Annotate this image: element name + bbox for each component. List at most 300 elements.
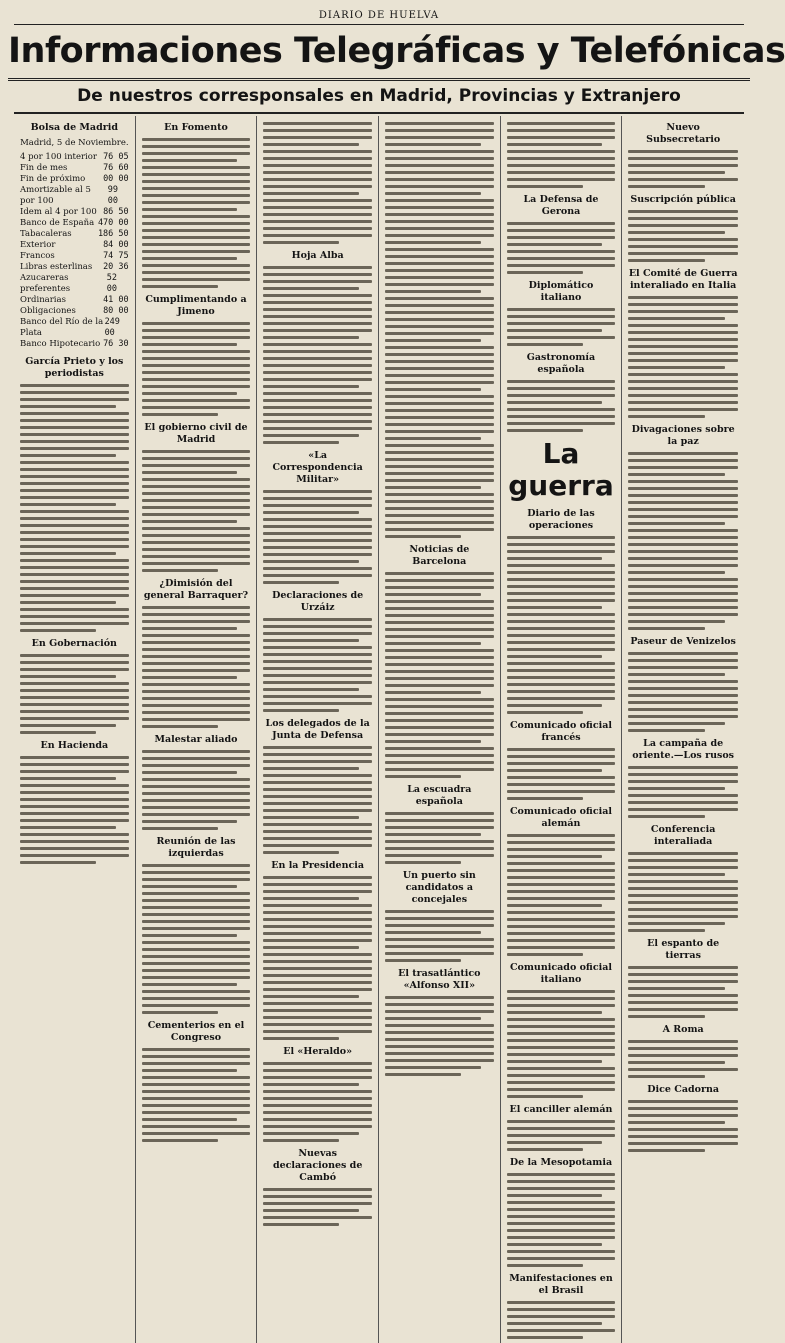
text-line-placeholder — [20, 629, 96, 632]
text-line-placeholder — [507, 429, 583, 432]
column-2 — [136, 116, 258, 1343]
article-heading: De la Mesopotamia — [509, 1157, 613, 1168]
text-line-placeholder — [628, 380, 738, 383]
text-line-placeholder — [628, 815, 705, 818]
text-line-placeholder — [628, 673, 724, 676]
text-line-placeholder — [385, 528, 494, 531]
text-line-placeholder — [628, 231, 724, 234]
article-heading: Dice Cadorna — [647, 1084, 720, 1095]
text-line-placeholder — [20, 503, 116, 506]
text-line-placeholder — [507, 1011, 603, 1014]
text-line-placeholder — [263, 220, 372, 223]
article-heading: El espanto de tierras — [647, 938, 720, 961]
text-line-placeholder — [385, 360, 494, 363]
text-line-placeholder — [507, 918, 616, 921]
text-line-placeholder — [142, 499, 251, 502]
text-line-placeholder — [142, 941, 251, 944]
text-line-placeholder — [20, 763, 129, 766]
text-line-placeholder — [385, 840, 494, 843]
article — [385, 122, 494, 538]
text-line-placeholder — [142, 757, 251, 760]
article — [628, 424, 738, 630]
text-line-placeholder — [20, 489, 129, 492]
article — [20, 122, 129, 350]
text-line-placeholder — [385, 430, 494, 433]
text-line-placeholder — [507, 229, 616, 232]
text-line-placeholder — [142, 690, 251, 693]
stock-value: 76 30 — [103, 339, 129, 349]
text-line-placeholder — [385, 747, 494, 750]
text-line-placeholder — [263, 851, 339, 854]
text-line-placeholder — [507, 834, 616, 837]
text-line-placeholder — [628, 359, 738, 362]
text-line-placeholder — [263, 206, 372, 209]
text-line-placeholder — [263, 1132, 359, 1135]
text-line-placeholder — [142, 641, 251, 644]
text-line-placeholder — [142, 934, 238, 937]
article-heading: Hoja Alba — [291, 250, 344, 261]
text-line-placeholder — [628, 171, 724, 174]
text-line-placeholder — [507, 755, 616, 758]
text-line-placeholder — [385, 395, 494, 398]
stock-row — [20, 163, 129, 174]
text-line-placeholder — [628, 296, 738, 299]
text-line-placeholder — [507, 222, 616, 225]
text-line-placeholder — [142, 662, 251, 665]
text-line-placeholder — [507, 1187, 616, 1190]
text-line-placeholder — [263, 357, 372, 360]
stock-label: Azucareras preferentes — [20, 273, 71, 294]
text-line-placeholder — [628, 415, 705, 418]
article-heading: Divagaciones sobre la paz — [631, 424, 735, 447]
text-line-placeholder — [385, 768, 494, 771]
text-line-placeholder — [628, 1061, 724, 1064]
text-line-placeholder — [142, 613, 251, 616]
text-line-placeholder — [628, 773, 738, 776]
text-line-placeholder — [507, 136, 616, 139]
article-heading: Paseur de Venizelos — [630, 636, 736, 647]
text-line-placeholder — [142, 555, 251, 558]
text-line-placeholder — [507, 185, 583, 188]
text-line-placeholder — [507, 627, 616, 630]
text-line-placeholder — [385, 600, 494, 603]
text-line-placeholder — [142, 392, 238, 395]
stock-label: Libras esterlinas — [20, 262, 93, 272]
text-line-placeholder — [263, 760, 372, 763]
text-line-placeholder — [20, 447, 129, 450]
text-line-placeholder — [263, 143, 359, 146]
text-line-placeholder — [142, 1048, 251, 1051]
text-line-placeholder — [263, 178, 372, 181]
text-line-placeholder — [385, 952, 494, 955]
text-line-placeholder — [628, 1075, 705, 1078]
text-line-placeholder — [628, 1107, 738, 1110]
text-line-placeholder — [385, 775, 461, 778]
text-line-placeholder — [507, 797, 583, 800]
text-line-placeholder — [385, 255, 494, 258]
text-line-placeholder — [507, 1229, 616, 1232]
text-line-placeholder — [263, 618, 372, 621]
text-line-placeholder — [507, 315, 616, 318]
stock-label: Francos — [20, 251, 55, 261]
text-line-placeholder — [20, 384, 129, 387]
text-line-placeholder — [263, 844, 372, 847]
text-line-placeholder — [628, 487, 738, 490]
text-line-placeholder — [507, 953, 583, 956]
text-line-placeholder — [142, 350, 251, 353]
stock-label: Exterior — [20, 240, 56, 250]
text-line-placeholder — [507, 911, 616, 914]
stock-row — [20, 339, 129, 350]
text-line-placeholder — [628, 887, 738, 890]
article-heading: Nuevo Subsecretario — [646, 122, 721, 145]
text-line-placeholder — [263, 280, 372, 283]
text-line-placeholder — [20, 608, 129, 611]
article — [20, 638, 129, 734]
main-headline: Informaciones Telegráficas y Telefónicas — [8, 24, 750, 81]
text-line-placeholder — [263, 539, 372, 542]
text-line-placeholder — [628, 873, 724, 876]
text-line-placeholder — [507, 236, 616, 239]
text-line-placeholder — [385, 586, 494, 589]
text-line-placeholder — [385, 122, 494, 125]
text-line-placeholder — [628, 1142, 738, 1145]
text-line-placeholder — [263, 266, 372, 269]
text-line-placeholder — [263, 581, 339, 584]
text-line-placeholder — [142, 750, 251, 753]
article — [263, 590, 372, 712]
article — [507, 438, 616, 502]
text-line-placeholder — [507, 890, 616, 893]
text-line-placeholder — [263, 553, 372, 556]
text-line-placeholder — [385, 847, 494, 850]
text-line-placeholder — [507, 1201, 616, 1204]
text-line-placeholder — [628, 729, 705, 732]
text-line-placeholder — [385, 649, 494, 652]
text-line-placeholder — [385, 712, 494, 715]
text-line-placeholder — [385, 493, 494, 496]
text-line-placeholder — [263, 932, 372, 935]
text-line-placeholder — [263, 1118, 372, 1121]
text-line-placeholder — [263, 967, 372, 970]
subtitle: De nuestros corresponsales en Madrid, Provincias y Extranjero — [77, 86, 681, 106]
text-line-placeholder — [142, 606, 251, 609]
text-line-placeholder — [142, 478, 251, 481]
text-line-placeholder — [263, 273, 372, 276]
text-line-placeholder — [385, 924, 494, 927]
text-line-placeholder — [507, 1148, 583, 1151]
article — [628, 194, 738, 262]
text-line-placeholder — [263, 294, 372, 297]
text-line-placeholder — [385, 136, 494, 139]
text-line-placeholder — [142, 173, 251, 176]
text-line-placeholder — [263, 911, 372, 914]
text-line-placeholder — [628, 245, 738, 248]
text-line-placeholder — [507, 1025, 616, 1028]
article — [628, 636, 738, 732]
text-line-placeholder — [142, 962, 251, 965]
text-line-placeholder — [507, 322, 616, 325]
text-line-placeholder — [20, 433, 129, 436]
text-line-placeholder — [385, 332, 494, 335]
text-line-placeholder — [142, 520, 238, 523]
text-line-placeholder — [507, 343, 583, 346]
text-line-placeholder — [385, 1010, 494, 1013]
text-line-placeholder — [263, 667, 372, 670]
text-line-placeholder — [263, 823, 372, 826]
text-line-placeholder — [628, 613, 738, 616]
text-line-placeholder — [385, 663, 494, 666]
article-heading: El Comité de Guerra interaliado en Italia — [628, 268, 738, 291]
article — [507, 806, 616, 956]
text-line-placeholder — [385, 635, 494, 638]
text-line-placeholder — [142, 166, 251, 169]
text-line-placeholder — [628, 557, 738, 560]
text-line-placeholder — [142, 792, 251, 795]
article-heading: Gastronomía española — [526, 352, 596, 375]
text-line-placeholder — [263, 974, 372, 977]
text-line-placeholder — [142, 471, 238, 474]
text-line-placeholder — [385, 129, 494, 132]
text-line-placeholder — [628, 352, 738, 355]
text-line-placeholder — [507, 394, 616, 397]
text-line-placeholder — [385, 206, 494, 209]
text-line-placeholder — [385, 812, 494, 815]
text-line-placeholder — [507, 697, 616, 700]
text-line-placeholder — [142, 1062, 251, 1065]
text-line-placeholder — [628, 522, 724, 525]
text-line-placeholder — [507, 869, 616, 872]
text-line-placeholder — [628, 459, 738, 462]
stock-value: 249 00 — [104, 317, 120, 338]
article-heading: Declaraciones de Urzáiz — [272, 590, 364, 613]
text-line-placeholder — [507, 571, 616, 574]
text-line-placeholder — [628, 466, 738, 469]
text-line-placeholder — [263, 837, 372, 840]
article — [628, 1084, 738, 1152]
text-line-placeholder — [385, 409, 494, 412]
text-line-placeholder — [385, 304, 494, 307]
article — [142, 734, 251, 830]
text-line-placeholder — [628, 659, 738, 662]
text-line-placeholder — [385, 1024, 494, 1027]
text-line-placeholder — [385, 593, 481, 596]
text-line-placeholder — [20, 756, 129, 759]
text-line-placeholder — [628, 585, 738, 588]
text-line-placeholder — [628, 929, 705, 932]
article-heading: Malestar aliado — [154, 734, 238, 745]
text-line-placeholder — [507, 939, 616, 942]
article — [142, 1020, 251, 1142]
text-line-placeholder — [142, 464, 251, 467]
text-line-placeholder — [385, 670, 494, 673]
text-line-placeholder — [263, 1195, 372, 1198]
text-line-placeholder — [507, 1141, 603, 1144]
text-line-placeholder — [507, 122, 616, 125]
text-line-placeholder — [507, 415, 616, 418]
text-line-placeholder — [20, 559, 129, 562]
text-line-placeholder — [263, 1111, 372, 1114]
text-line-placeholder — [263, 1188, 372, 1191]
article-heading: En la Presidencia — [271, 860, 365, 871]
text-line-placeholder — [507, 841, 616, 844]
text-line-placeholder — [507, 634, 616, 637]
text-line-placeholder — [263, 350, 372, 353]
text-line-placeholder — [385, 346, 494, 349]
text-line-placeholder — [20, 798, 129, 801]
text-line-placeholder — [385, 1017, 481, 1020]
article — [263, 250, 372, 444]
text-line-placeholder — [142, 920, 251, 923]
text-line-placeholder — [263, 329, 372, 332]
article — [507, 962, 616, 1098]
text-line-placeholder — [263, 904, 372, 907]
text-line-placeholder — [628, 164, 738, 167]
text-line-placeholder — [628, 338, 738, 341]
text-line-placeholder — [507, 748, 616, 751]
text-line-placeholder — [263, 497, 372, 500]
text-line-placeholder — [263, 995, 359, 998]
text-line-placeholder — [385, 535, 461, 538]
text-line-placeholder — [385, 740, 481, 743]
text-line-placeholder — [20, 770, 129, 773]
text-line-placeholder — [263, 946, 359, 949]
stock-value: 80 00 — [103, 306, 129, 316]
text-line-placeholder — [263, 241, 339, 244]
text-line-placeholder — [20, 461, 129, 464]
text-line-placeholder — [628, 494, 738, 497]
text-line-placeholder — [385, 642, 481, 645]
text-line-placeholder — [385, 733, 494, 736]
text-line-placeholder — [507, 1208, 616, 1211]
text-line-placeholder — [142, 385, 251, 388]
text-line-placeholder — [628, 543, 738, 546]
text-line-placeholder — [263, 136, 372, 139]
text-line-placeholder — [385, 192, 481, 195]
text-line-placeholder — [507, 946, 616, 949]
text-line-placeholder — [507, 1095, 583, 1098]
article-heading: ¿Dimisión del general Barraquer? — [143, 578, 249, 601]
text-line-placeholder — [263, 781, 372, 784]
text-line-placeholder — [628, 1015, 705, 1018]
stock-value: 84 00 — [103, 240, 129, 250]
article-heading: El canciller alemán — [509, 1104, 613, 1115]
article-heading: El trasatlántico «Alfonso XII» — [398, 968, 481, 991]
text-line-placeholder — [142, 704, 251, 707]
text-line-placeholder — [142, 222, 251, 225]
text-line-placeholder — [385, 164, 494, 167]
text-line-placeholder — [20, 777, 116, 780]
text-line-placeholder — [142, 1125, 251, 1128]
text-line-placeholder — [20, 482, 129, 485]
stock-label: Fin de próximo — [20, 174, 86, 184]
text-line-placeholder — [507, 997, 616, 1000]
text-line-placeholder — [628, 185, 705, 188]
text-line-placeholder — [263, 406, 372, 409]
stock-row — [20, 152, 129, 163]
text-line-placeholder — [628, 894, 738, 897]
text-line-placeholder — [507, 243, 603, 246]
text-line-placeholder — [263, 809, 372, 812]
text-line-placeholder — [628, 880, 738, 883]
text-line-placeholder — [507, 669, 616, 672]
text-line-placeholder — [263, 315, 372, 318]
text-line-placeholder — [263, 702, 372, 705]
text-line-placeholder — [507, 1088, 616, 1091]
text-line-placeholder — [507, 271, 583, 274]
text-line-placeholder — [263, 1009, 372, 1012]
text-line-placeholder — [142, 322, 251, 325]
article — [263, 718, 372, 854]
text-line-placeholder — [385, 325, 494, 328]
article-heading: Bolsa de Madrid — [30, 122, 118, 133]
text-line-placeholder — [142, 976, 251, 979]
text-line-placeholder — [507, 897, 616, 900]
article-heading: Conferencia interaliada — [650, 824, 716, 847]
text-line-placeholder — [20, 594, 129, 597]
text-line-placeholder — [385, 514, 494, 517]
text-line-placeholder — [628, 401, 738, 404]
text-line-placeholder — [385, 472, 494, 475]
text-line-placeholder — [628, 345, 738, 348]
text-line-placeholder — [263, 364, 372, 367]
text-line-placeholder — [142, 278, 251, 281]
stock-row — [20, 229, 129, 240]
text-line-placeholder — [507, 585, 616, 588]
text-line-placeholder — [263, 546, 372, 549]
text-line-placeholder — [507, 257, 616, 260]
text-line-placeholder — [142, 187, 251, 190]
text-line-placeholder — [142, 201, 251, 204]
stock-value: 52 00 — [106, 273, 117, 294]
text-line-placeholder — [385, 1066, 481, 1069]
text-line-placeholder — [142, 676, 238, 679]
text-line-placeholder — [142, 778, 251, 781]
stock-label: 4 por 100 interior — [20, 152, 97, 162]
text-line-placeholder — [20, 833, 129, 836]
text-line-placeholder — [263, 897, 359, 900]
text-line-placeholder — [628, 1047, 738, 1050]
text-line-placeholder — [20, 622, 129, 625]
text-line-placeholder — [507, 1053, 616, 1056]
text-line-placeholder — [20, 545, 129, 548]
text-line-placeholder — [142, 562, 251, 565]
text-line-placeholder — [142, 927, 251, 930]
text-line-placeholder — [385, 996, 494, 999]
text-line-placeholder — [263, 1104, 372, 1107]
text-line-placeholder — [263, 1202, 372, 1205]
column-5 — [501, 116, 623, 1343]
article-heading: Cumplimentando a Jimeno — [145, 294, 247, 317]
text-line-placeholder — [20, 398, 129, 401]
text-line-placeholder — [628, 1001, 738, 1004]
text-line-placeholder — [142, 336, 251, 339]
text-line-placeholder — [263, 434, 359, 437]
text-line-placeholder — [628, 515, 738, 518]
text-line-placeholder — [142, 983, 238, 986]
article-heading: En Hacienda — [40, 740, 109, 751]
text-line-placeholder — [142, 620, 251, 623]
article-heading: Los delegados de la Junta de Defensa — [265, 718, 370, 741]
text-line-placeholder — [385, 150, 494, 153]
text-line-placeholder — [263, 960, 372, 963]
text-line-placeholder — [507, 550, 616, 553]
text-line-placeholder — [628, 606, 738, 609]
stock-label: Banco del Río de la Plata — [20, 317, 104, 338]
text-line-placeholder — [263, 883, 372, 886]
text-line-placeholder — [628, 550, 738, 553]
text-line-placeholder — [385, 854, 494, 857]
